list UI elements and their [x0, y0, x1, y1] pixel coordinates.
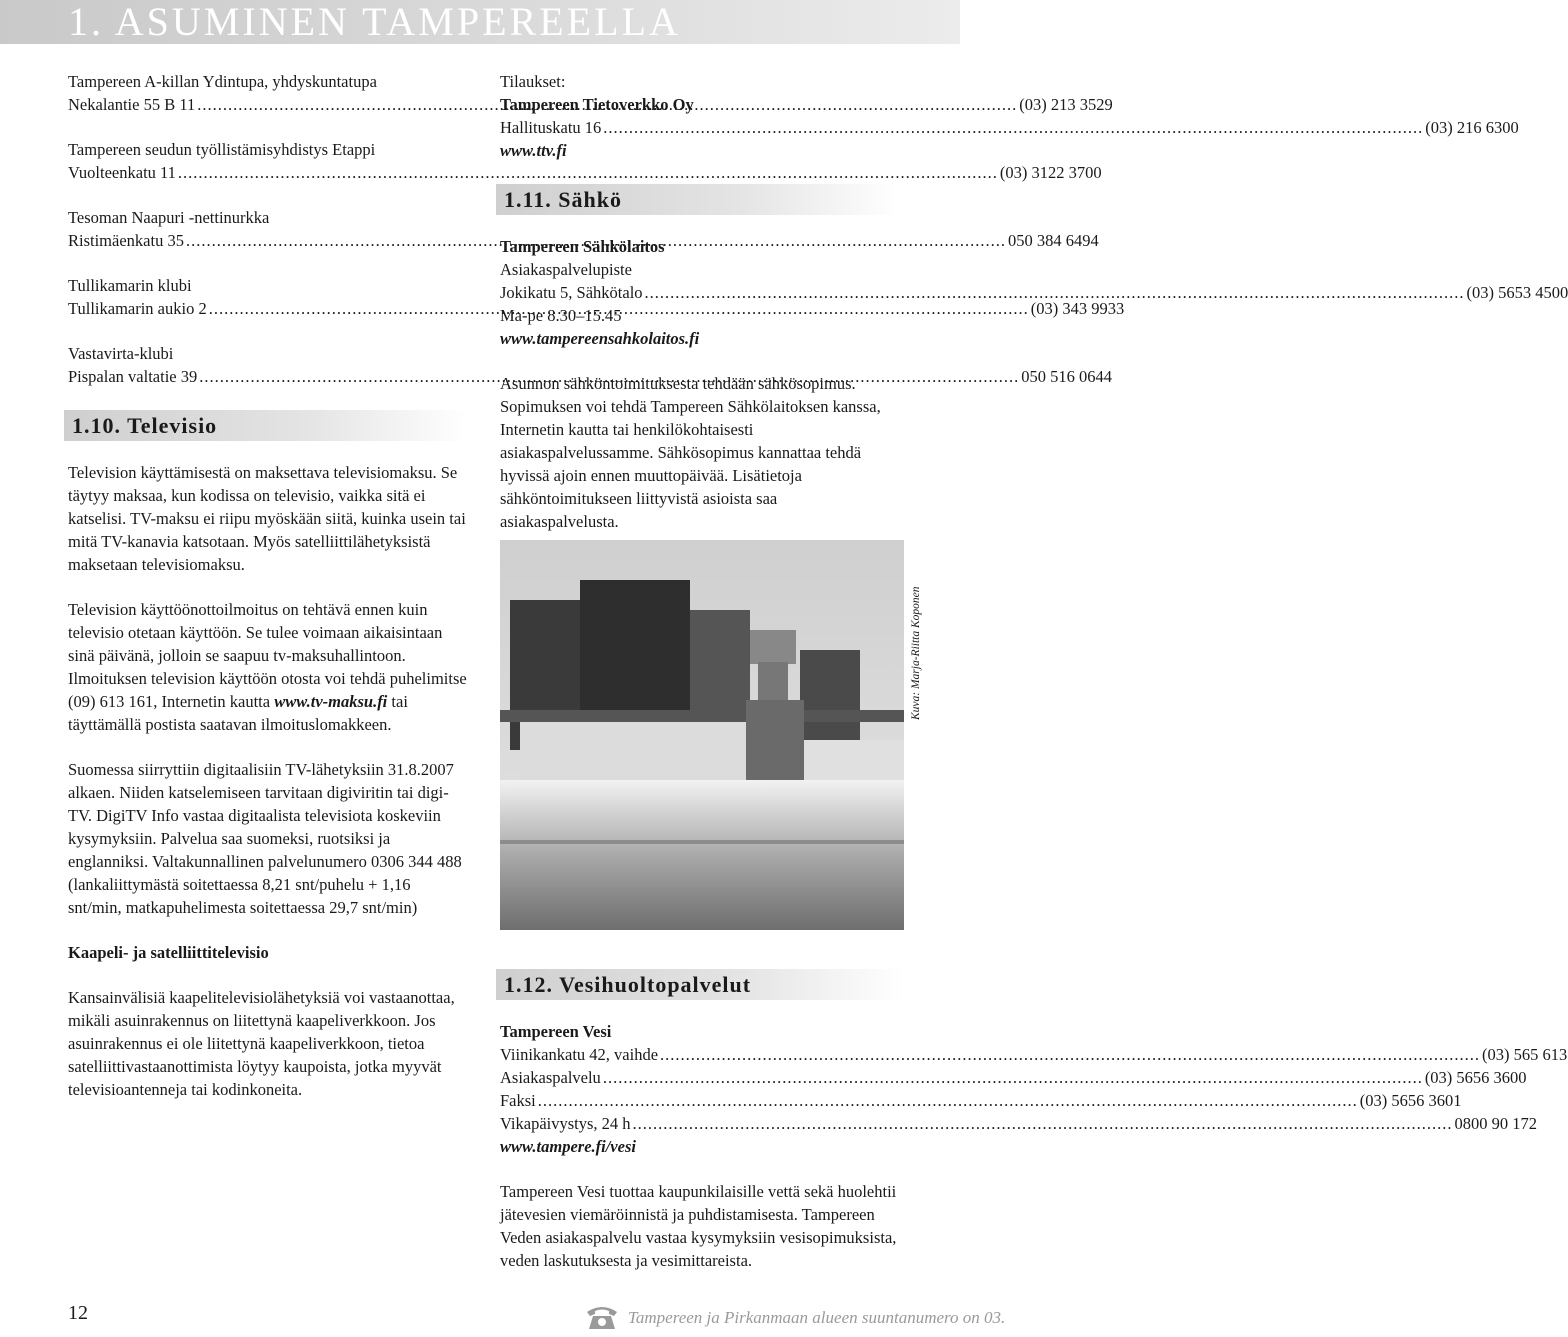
page-heading-bar	[0, 0, 960, 44]
orders-line	[500, 116, 1519, 139]
contact-phone: 050 384 6494	[1007, 231, 1099, 250]
orders-company: Tampereen Tietoverkko Oy	[500, 95, 694, 114]
area-code-note: Tampereen ja Pirkanmaan alueen suuntanumero on 03.	[628, 1308, 1006, 1327]
cable-heading: Kaapeli- ja satelliittitelevisio	[68, 943, 269, 962]
tv-registration-text: Television käyttöönottoilmoitus on tehtävä ennen kuin televisio otetaan käyttöön. Se tulee voimaan aikaisintaan sinä päivänä, jolloin se saapuu tv-maksuhallintoon. Ilmoituksen television käyttöön otosta voi tehdä puhelimitse (09) 613 161, Internetin kautta	[68, 600, 467, 711]
contact-phone: (03) 3122 3700	[999, 163, 1102, 182]
water-paragraph: Tampereen Vesi tuottaa kaupunkilaisille vettä sekä huolehtii jätevesien viemäröinnistä ja puhdistamisesta. Tampereen Veden asiakaspalvelu vastaa kysymyksiin vesisopimuksista, veden laskutuksesta ja vesimittareista.	[500, 1182, 897, 1270]
contact-phone: (03) 213 3529	[1019, 95, 1113, 114]
water-line	[500, 1066, 1527, 1089]
electric-line	[500, 281, 1568, 304]
electric-company: Tampereen Sähkölaitos	[500, 237, 665, 256]
water-phone: (03) 5656 3600	[1424, 1068, 1527, 1087]
water-block	[500, 1020, 1568, 1158]
tv-maksu-link[interactable]: www.tv-maksu.fi	[274, 692, 388, 711]
page-title: 1. ASUMINEN TAMPEREELLA	[68, 0, 681, 44]
electric-paragraph: Asunnon sähköntoimituksesta tehdään sähkösopimus. Sopimuksen voi tehdä Tampereen Sähkölaitoksen kanssa, Internetin kautta tai henkilökohtaisesti asiakaspalvelussamme. Sähkösopimus kannattaa tehdä hyvissä ajoin ennen muuttopäivää. Lisätietoja sähköntoimitukseen liittyvistä asioista saa asiakaspalvelusta.	[500, 374, 881, 531]
tv-paragraph-digital: Suomessa siirryttiin digitaalisiin TV-lähetyksiin 31.8.2007 alkaen. Niiden katselemiseen tarvitaan digiviritin tai digi-TV. DigiTV Info vastaa digitaalista televisiota koskeviin kysymyksiin. Palvelua saa suomeksi, ruotsiksi ja englanniksi. Valtakunnallinen palvelunumero 0306 344 488 (lankaliittymästä soitettaessa 8,21 snt/puhelu + 1,16 snt/min, matkapuhelimesta soitettaessa 29,7 snt/min)	[68, 760, 462, 917]
telephone-icon	[583, 1302, 621, 1332]
photo-credit	[906, 540, 930, 930]
orders-address: Hallituskatu 16	[500, 118, 602, 137]
contact-name: Tullikamarin klubi	[68, 276, 192, 295]
cable-paragraph: Kansainvälisiä kaapelitelevisiolähetyksiä voi vastaanottaa, mikäli asuinrakennus on liitettynä kaapeliverkkoon. Jos asuinrakennus ei ole liitettynä kaapeliverkkoon, tietoa satelliittivastaanottimista löytyy kaupoista, jotka myyvät televisioantenneja tai kodinkoneita.	[68, 988, 455, 1099]
contact-address: Pispalan valtatie 39	[68, 367, 198, 386]
page-number: 12	[68, 1302, 88, 1324]
water-phone: 0800 90 172	[1454, 1114, 1538, 1133]
water-label: Asiakaspalvelu	[500, 1068, 601, 1087]
water-label: Viinikankatu 42, vaihde	[500, 1045, 659, 1064]
section-heading-sahko: 1.11. Sähkö	[496, 184, 900, 215]
contact-address: Nekalantie 55 B 11	[68, 95, 196, 114]
electric-hours: Ma-pe 8.30–15.45	[500, 306, 622, 325]
contact-phone: 050 516 0644	[1021, 367, 1112, 386]
contact-line	[68, 365, 1112, 388]
contact-name: Tampereen seudun työllistämisyhdistys Etappi	[68, 140, 376, 159]
orders-label: Tilaukset:	[500, 72, 566, 91]
water-column	[500, 955, 1568, 1294]
water-link[interactable]: www.tampere.fi/vesi	[500, 1137, 636, 1156]
electric-address: Jokikatu 5, Sähkötalo	[500, 283, 643, 302]
contact-name: Tesoman Naapuri -nettinurkka	[68, 208, 270, 227]
contact-phone: (03) 343 9933	[1030, 299, 1125, 318]
water-line	[500, 1089, 1462, 1112]
contact-line	[68, 161, 1102, 184]
section-heading-vesihuolto: 1.12. Vesihuoltopalvelut	[496, 969, 904, 1000]
contact-address: Tullikamarin aukio 2	[68, 299, 207, 318]
water-label: Vikapäivystys, 24 h	[500, 1114, 631, 1133]
water-label: Faksi	[500, 1091, 536, 1110]
tv-registration-text-end: tai täyttämällä postista saatavan ilmoituslomakkeen.	[68, 692, 408, 734]
leader-dots	[603, 1066, 1423, 1089]
electric-phone: (03) 5653 4500	[1466, 283, 1568, 302]
photo-credit-text: Kuva: Marja-Riitta Koponen	[910, 586, 922, 720]
leader-dots	[603, 116, 1423, 139]
contact-address: Vuolteenkatu 11	[68, 163, 176, 182]
water-phone: (03) 5656 3601	[1359, 1091, 1462, 1110]
water-company: Tampereen Vesi	[500, 1022, 612, 1041]
leader-dots	[538, 1089, 1358, 1112]
contact-name: Vastavirta-klubi	[68, 344, 174, 363]
water-phone: (03) 565 613	[1482, 1045, 1568, 1064]
water-line	[500, 1043, 1568, 1066]
photo-waterfall-dam	[500, 540, 904, 930]
contact-address: Ristimäenkatu 35	[68, 231, 184, 250]
orders-phone: (03) 216 6300	[1425, 118, 1519, 137]
leader-dots	[660, 1043, 1480, 1066]
electric-link[interactable]: www.tampereensahkolaitos.fi	[500, 329, 700, 348]
leader-dots	[645, 281, 1465, 304]
leader-dots	[633, 1112, 1453, 1135]
tv-paragraph-registration	[68, 598, 468, 736]
contact-name: Tampereen A-killan Ydintupa, yhdyskuntatupa	[68, 72, 377, 91]
contact-entry	[68, 342, 1112, 388]
water-line	[500, 1112, 1538, 1135]
orders-link[interactable]: www.ttv.fi	[500, 141, 567, 160]
electric-service: Asiakaspalvelupiste	[500, 260, 632, 279]
section-heading-televisio: 1.10. Televisio	[64, 410, 468, 441]
tv-paragraph-fee: Television käyttämisestä on maksettava televisiomaksu. Se täytyy maksaa, kun kodissa on televisio, vaikka sitä ei katselisi. TV-maksu ei riipu myöskään siitä, kuinka usein tai mitä TV-kanavia katsotaan. Myös satelliittilähetyksistä maksetaan televisiomaksu.	[68, 463, 466, 574]
